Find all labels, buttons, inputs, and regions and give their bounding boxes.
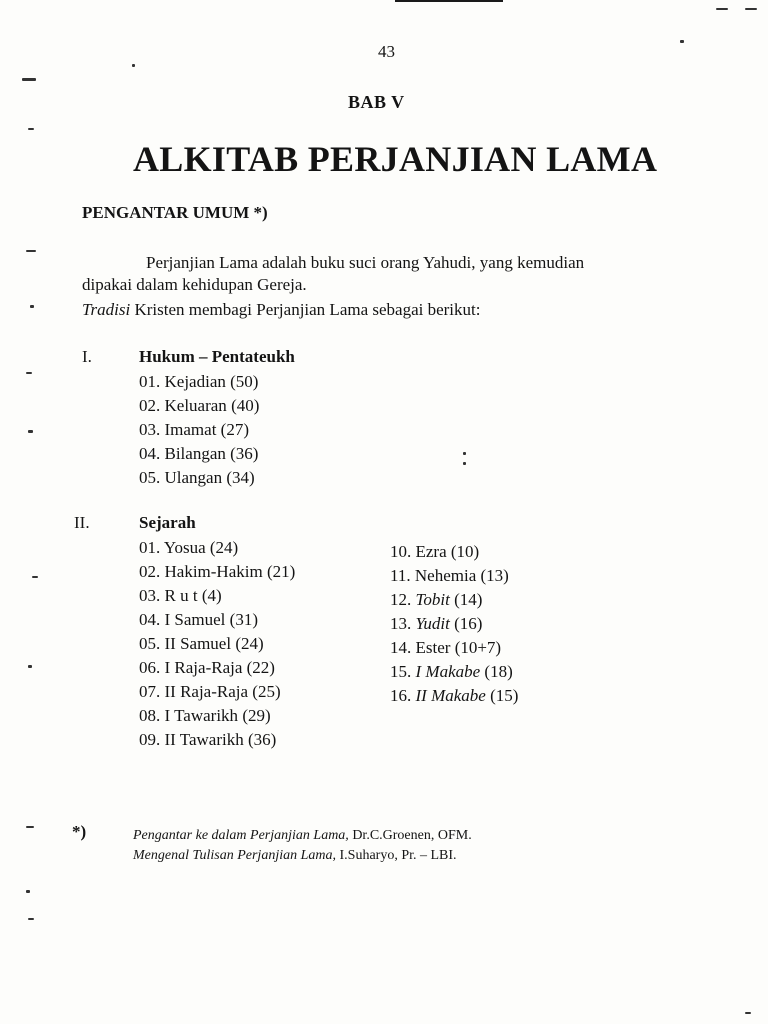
book-entry [390, 636, 518, 660]
book-name: II Samuel [164, 634, 232, 653]
book-name: I Samuel [164, 610, 226, 629]
book-entry [390, 564, 518, 588]
book-number: 05. [139, 634, 161, 653]
top-rule [395, 0, 503, 2]
group-1-title: Hukum – Pentateukh [139, 347, 295, 366]
book-entry [390, 684, 518, 708]
chapter-count: (24) [209, 538, 239, 557]
book-number: 08. [139, 706, 161, 725]
group-2-book-list-col2 [390, 540, 518, 708]
book-name: Tobit [415, 590, 450, 609]
tradisi-rest: Kristen membagi Perjanjian Lama sebagai berikut: [130, 300, 481, 319]
book-entry [139, 584, 295, 608]
book-entry [139, 370, 259, 394]
book-name: Kejadian [164, 372, 226, 391]
chapter-count: (40) [231, 396, 260, 415]
footnote-2-author: I.Suharyo, Pr. – LBI. [336, 848, 457, 863]
book-name: I Raja-Raja [164, 658, 243, 677]
chapter-count: (21) [266, 562, 296, 581]
book-number: 03. [139, 420, 161, 439]
book-number: 02. [139, 396, 161, 415]
book-entry [139, 656, 295, 680]
book-entry [139, 728, 295, 752]
page-number: 43 [378, 42, 395, 61]
book-entry [139, 536, 295, 560]
chapter-count: (14) [454, 590, 483, 609]
chapter-count: (13) [480, 566, 509, 585]
intro-paragraph [82, 252, 702, 296]
book-name: Ulangan [164, 468, 223, 487]
book-number: 11. [390, 566, 411, 585]
book-number: 12. [390, 590, 412, 609]
book-entry [139, 394, 259, 418]
book-entry [139, 632, 295, 656]
group-2-title: Sejarah [139, 513, 196, 532]
book-name: R u t [164, 586, 198, 605]
chapter-count: (10+7) [454, 638, 502, 657]
group-2-book-list-col1 [139, 536, 295, 752]
book-entry [139, 608, 295, 632]
book-entry [139, 418, 259, 442]
book-name: Hakim-Hakim [164, 562, 263, 581]
intro-line-3 [82, 300, 480, 320]
footnote-line-1 [133, 826, 472, 846]
intro-line-1: Perjanjian Lama adalah buku suci orang Yahudi, yang kemudian [146, 253, 585, 272]
chapter-count: (25) [252, 682, 281, 701]
chapter-label: BAB V [348, 92, 405, 112]
group-1-roman: I. [82, 347, 92, 366]
book-name: Yudit [415, 614, 450, 633]
footnote-2-title: Mengenal Tulisan Perjanjian Lama, [133, 848, 336, 863]
book-number: 13. [390, 614, 412, 633]
book-entry [139, 466, 259, 490]
book-name: I Makabe [415, 662, 481, 681]
book-number: 04. [139, 444, 161, 463]
book-number: 01. [139, 372, 161, 391]
book-entry [139, 560, 295, 584]
chapter-count: (31) [229, 610, 258, 629]
book-number: 05. [139, 468, 161, 487]
book-number: 14. [390, 638, 412, 657]
book-name: Nehemia [414, 566, 477, 585]
footnote-1-author: Dr.C.Groenen, OFM. [348, 828, 472, 843]
book-name: II Makabe [415, 686, 486, 705]
footnote-mark: *) [72, 822, 87, 841]
footnotes [133, 826, 472, 866]
chapter-count: (27) [220, 420, 249, 439]
chapter-count: (22) [246, 658, 275, 677]
chapter-count: (4) [201, 586, 222, 605]
book-name: Ester [415, 638, 451, 657]
chapter-count: (18) [484, 662, 513, 681]
chapter-count: (29) [242, 706, 271, 725]
book-number: 02. [139, 562, 161, 581]
book-name: Bilangan [164, 444, 226, 463]
group-1-book-list [139, 370, 259, 490]
book-number: 06. [139, 658, 161, 677]
chapter-count: (34) [226, 468, 255, 487]
book-number: 03. [139, 586, 161, 605]
chapter-count: (36) [230, 444, 259, 463]
book-number: 09. [139, 730, 161, 749]
book-number: 15. [390, 662, 412, 681]
book-entry [139, 442, 259, 466]
book-number: 16. [390, 686, 412, 705]
chapter-count: (10) [450, 542, 480, 561]
book-number: 04. [139, 610, 161, 629]
book-name: II Tawarikh [164, 730, 244, 749]
footnote-line-2 [133, 846, 472, 866]
chapter-count: (15) [490, 686, 519, 705]
book-name: Yosua [163, 538, 206, 557]
book-number: 07. [139, 682, 161, 701]
tradisi-word: Tradisi [82, 300, 131, 319]
book-name: Ezra [415, 542, 447, 561]
book-entry [390, 612, 518, 636]
footnote-1-title: Pengantar ke dalam Perjanjian Lama, [133, 828, 349, 843]
book-name: Imamat [164, 420, 217, 439]
book-entry [139, 704, 295, 728]
chapter-count: (50) [230, 372, 259, 391]
chapter-title: ALKITAB PERJANJIAN LAMA [133, 139, 658, 179]
group-2-roman: II. [74, 513, 90, 532]
book-number: 01. [139, 538, 161, 557]
book-entry [390, 660, 518, 684]
section-heading: PENGANTAR UMUM *) [82, 203, 268, 222]
chapter-count: (36) [247, 730, 277, 749]
intro-line-2: dipakai dalam kehidupan Gereja. [82, 275, 307, 294]
book-name: I Tawarikh [164, 706, 239, 725]
chapter-count: (24) [235, 634, 264, 653]
book-entry [390, 540, 518, 564]
book-entry [139, 680, 295, 704]
book-name: Keluaran [164, 396, 227, 415]
chapter-count: (16) [454, 614, 483, 633]
book-number: 10. [390, 542, 412, 561]
book-entry [390, 588, 518, 612]
book-name: II Raja-Raja [164, 682, 249, 701]
